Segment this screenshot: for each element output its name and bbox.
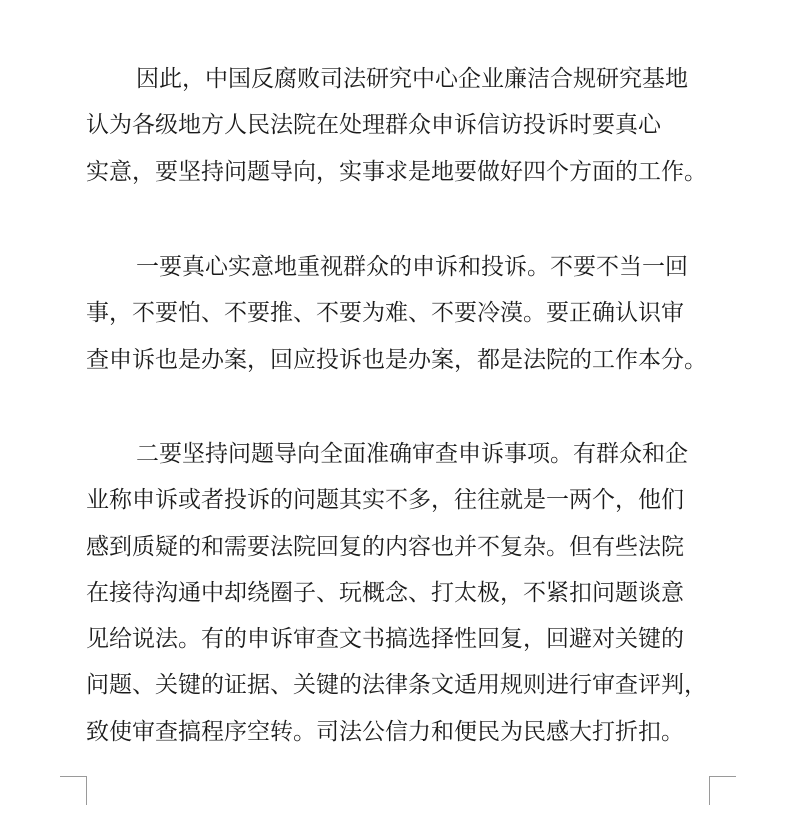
paragraph-line: 实意，要坚持问题导向，实事求是地要做好四个方面的工作。 [86,158,707,185]
paragraph-line: 认为各级地方人民法院在处理群众申诉信访投诉时要真心 [86,112,661,139]
paragraph-line: 查申诉也是办案，回应投诉也是办案，都是法院的工作本分。 [86,346,707,373]
paragraph-line: 致使审查搞程序空转。司法公信力和便民为民感大打折扣。 [86,718,684,745]
paragraph-line: 二要坚持问题导向全面准确审查申诉事项。有群众和企 [136,441,688,467]
margin-corner-mark-right [709,776,736,805]
paragraph-line: 感到质疑的和需要法院回复的内容也并不复杂。但有些法院 [86,533,684,560]
paragraph-intro [86,56,714,195]
paragraph-point-two [86,431,714,755]
paragraph-line: 因此，中国反腐败司法研究中心企业廉洁合规研究基地 [136,66,688,92]
paragraph-line: 事，不要怕、不要推、不要为难、不要冷漠。要正确认识审 [86,300,684,327]
paragraph-line: 业称申诉或者投诉的问题其实不多，往往就是一两个，他们 [86,487,684,514]
paragraph-line: 见给说法。有的申诉审查文书搞选择性回复，回避对关键的 [86,626,684,653]
paragraph-line: 问题、关键的证据、关键的法律条文适用规则进行审查评判， [86,672,707,699]
paragraph-line: 一要真心实意地重视群众的申诉和投诉。不要不当一回 [136,254,688,280]
paragraph-point-one [86,244,714,383]
margin-corner-mark-left [60,776,87,805]
paragraph-line: 在接待沟通中却绕圈子、玩概念、打太极，不紧扣问题谈意 [86,579,684,606]
